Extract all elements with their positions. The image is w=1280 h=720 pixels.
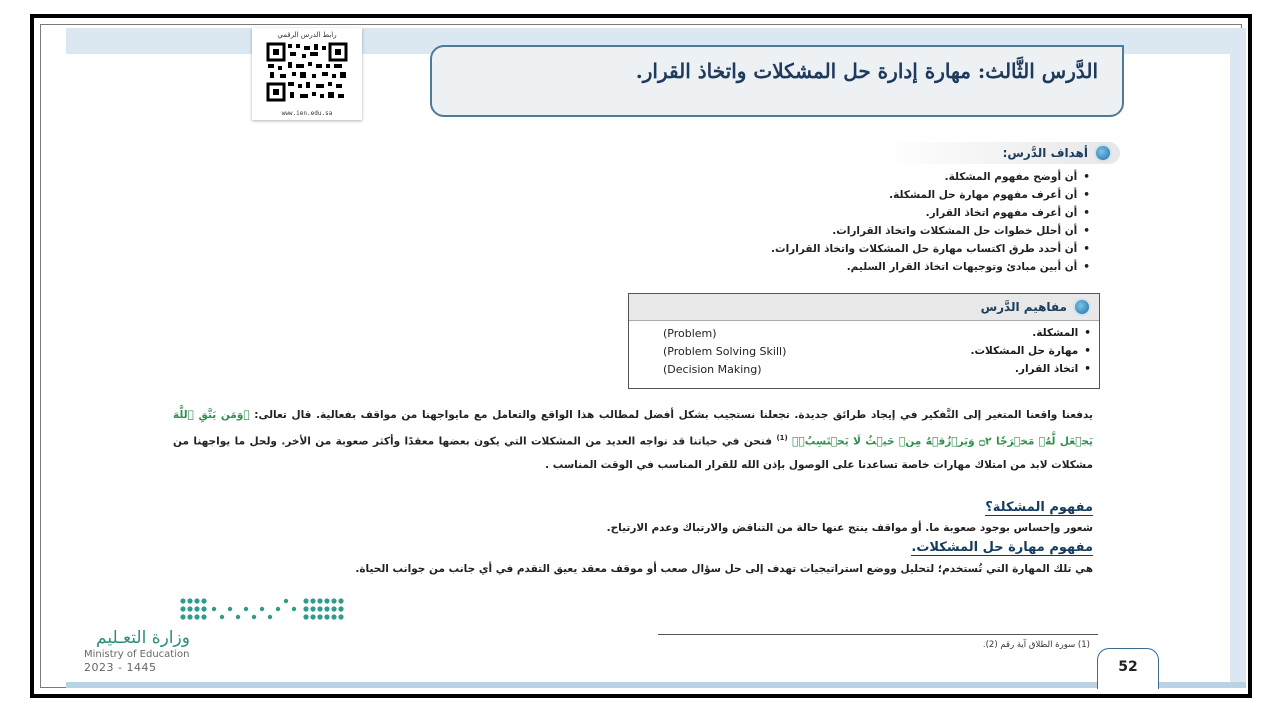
concepts-box <box>628 293 1100 389</box>
objectives-heading <box>882 142 1120 164</box>
ministry-logo-icon <box>178 596 353 624</box>
lesson-title-box <box>430 45 1124 117</box>
quran-verse: ﴿وَمَن يَتَّقِ ٱللَّهَ يَجۡعَل لَّهُۥ مَخۡرَجٗا ۝٢ وَيَرۡزُقۡهُ مِنۡ حَيۡثُ لَا يَحۡتَسِبُۚ﴾ <box>173 409 1094 448</box>
concept-ar: • مهارة حل المشكلات. <box>971 345 1091 357</box>
objectives-heading-label: أهداف الدَّرس: <box>1002 146 1088 160</box>
footnote-divider <box>658 634 1098 635</box>
list-item: • أن أعرف مفهوم اتخاذ القرار. <box>490 204 1090 222</box>
bottom-color-band <box>66 682 1246 688</box>
ministry-name-en: Ministry of Education <box>84 649 190 660</box>
concepts-heading <box>629 294 1099 321</box>
list-item: • أن أبين مبادئ وتوجيهات اتخاذ القرار السليم. <box>490 258 1090 276</box>
concept-en: (Problem) <box>663 327 717 340</box>
list-item: • أن أحلل خطوات حل المشكلات واتخاذ القرارات. <box>490 222 1090 240</box>
intro-text-before: يدفعنا واقعنا المتغير إلى التَّفكير في إيجاد طرائق جديدة. تجعلنا نستجيب بشكل أفضل لمطالب هذا الواقع والتعامل مع مايواجهنا من مواقف بفعالية. قال تعالى: <box>249 409 1093 421</box>
intro-text-after: فنحن في حياتنا قد نواجه العديد من المشكلات التي يكون بعضها معقدًا وأكثر صعوبة من الأخر. ولحل ما يواجهنا من مشكلات لابد من امتلاك مهارات خاصة تساعدنا على الوصول بإذن الله للقرار المناسب في الوقت المناسب . <box>173 435 1093 471</box>
footnote: (1) سورة الطلاق آية رقم (2). <box>982 640 1090 650</box>
bullet-circle-icon <box>1073 298 1091 316</box>
list-item: • أن أعرف مفهوم مهارة حل المشكلة. <box>490 186 1090 204</box>
digital-lesson-qr[interactable] <box>252 28 362 120</box>
list-item: • أن أوضح مفهوم المشكلة. <box>490 168 1090 186</box>
qr-caption-top: رابط الدرس الرقمي <box>277 31 337 39</box>
skill-concept-heading: مفهوم مهارة حل المشكلات. <box>911 540 1093 555</box>
concept-row <box>629 345 1099 363</box>
concept-en: (Problem Solving Skill) <box>663 345 787 358</box>
concept-en: (Decision Making) <box>663 363 762 376</box>
skill-concept-text: هي تلك المهارة التي تُستخدم؛ لتحليل ووضع استراتيجيات تهدف إلى حل سؤال صعب أو موقف معقد يعيق التقدم في أي جانب من جوانب الحياة. <box>355 563 1093 575</box>
objectives-list <box>490 168 1090 276</box>
page-number: 52 <box>1118 659 1138 675</box>
qr-code-icon <box>266 42 348 102</box>
concept-ar: • اتخاذ القرار. <box>1015 363 1091 375</box>
concepts-heading-label: مفاهيم الدَّرس <box>980 300 1067 314</box>
bullet-circle-icon <box>1094 144 1112 162</box>
problem-concept-heading: مفهوم المشكلة؟ <box>985 500 1093 515</box>
ministry-name-ar: وزارة التعـليم <box>96 628 190 648</box>
qr-caption-bottom: www.ien.edu.sa <box>281 110 333 117</box>
concept-row <box>629 327 1099 345</box>
ministry-year: 2023 - 1445 <box>84 661 157 674</box>
concept-row <box>629 363 1099 381</box>
intro-paragraph <box>173 404 1093 477</box>
page-number-tab <box>1097 648 1159 689</box>
lesson-title: الدَّرس الثَّالث: مهارة إدارة حل المشكلات واتخاذ القرار. <box>635 59 1098 83</box>
problem-concept-text: شعور وإحساس بوجود صعوبة ما. أو مواقف ينتج عنها حالة من التناقض والارتباك وعدم الارتياح. <box>606 522 1093 534</box>
concept-ar: • المشكلة. <box>1032 327 1091 339</box>
list-item: • أن أحدد طرق اكتساب مهارة حل المشكلات واتخاذ القرارات. <box>490 240 1090 258</box>
footnote-ref[interactable]: (1) <box>776 434 788 442</box>
right-color-band <box>1230 28 1246 688</box>
